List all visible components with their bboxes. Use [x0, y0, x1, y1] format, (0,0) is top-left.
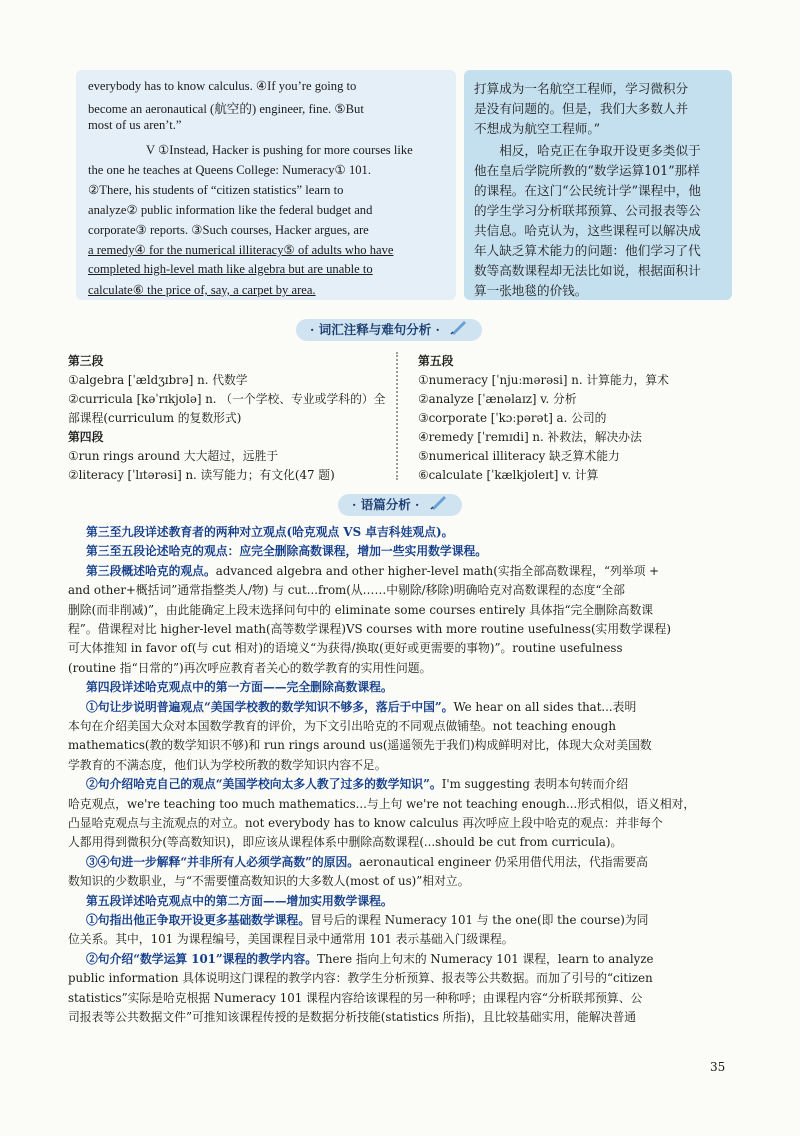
analysis-line: (routine 指“日常的”)再次呼应教育者关心的数学教育的实用性问题。 — [68, 660, 432, 675]
vocab-item: ③corporate [ˈkɔːpərət] a. 公司的 — [418, 411, 607, 425]
page-number: 35 — [710, 1060, 726, 1074]
analysis-line: ②句介绍“数学运算 101”课程的教学内容。There 指向上句末的 Numeracy 101 课程，learn to analyze — [86, 951, 654, 966]
chinese-translation-box — [464, 70, 732, 300]
analysis-lead: ①句让步说明普遍观点“美国学校教的数学知识不够多，落后于中国”。 — [86, 699, 454, 714]
analysis-line: 可大体推知 in favor of(与 cut 相对)的语境义“为获得/换取(更好或更需要的事物)”。routine usefulness — [68, 641, 623, 656]
analysis-line: 数知识的少数职业，与“不需要懂高数知识的大多数人(most of us)”相对立。 — [68, 874, 470, 889]
analysis-line: 程”。借课程对比 higher-level math(高等数学课程)VS courses with more routine usefulness(实用数学课程) — [68, 622, 671, 636]
analysis-line: 第三段概述哈克的观点。advanced algebra and other higher-level math(实指全部高数课程，“列举项 + — [86, 563, 660, 578]
analysis-line: 学教育的不满态度，他们认为学校所教的数学知识内容不足。 — [68, 757, 387, 772]
analysis-line: 第三至九段详述教育者的两种对立观点(哈克观点 VS 卓吉科娃观点)。 — [86, 525, 454, 539]
vocab-heading: 第三段 — [68, 354, 104, 368]
analysis-line: ①句指出他正争取开设更多基础数学课程。冒号后的课程 Numeracy 101 与 the one(即 the course)为同 — [86, 913, 649, 927]
passage-line: analyze② public information like the federal budget and — [88, 203, 373, 217]
passage-line: corporate③ reports. ③Such courses, Hacker argues, are — [88, 223, 369, 237]
vocab-item: ⑥calculate [ˈkælkjʊleɪt] v. 计算 — [418, 468, 599, 482]
vocab-item: ②literacy [ˈlɪtərəsi] n. 读写能力；有文化(47 题) — [68, 468, 335, 482]
analysis-line: 凸显哈克观点与主流观点的对立。not everybody has to know calculus 再次呼应上段中哈克的观点：并非每个 — [68, 816, 663, 830]
passage-line: calculate⑥ the price of, say, a carpet by area. — [88, 283, 316, 297]
translation-line: 共信息。哈克认为，这些课程可以解决成 — [474, 223, 701, 238]
vocab-title-text: · 词汇注释与难句分析 · — [310, 322, 440, 337]
analysis-lead: 第三段概述哈克的观点。 — [86, 563, 216, 578]
translation-line: 的课程。在这门“公民统计学”课程中，他 — [474, 183, 701, 198]
analysis-lead: ②句介绍“数学运算 101”课程的教学内容。 — [86, 951, 318, 966]
passage-line: completed high-level math like algebra but are unable to — [88, 262, 373, 276]
passage-line: become an aeronautical (航空的) engineer, fine. ⑤But — [88, 102, 364, 116]
analysis-lead: ②句介绍哈克自己的观点“美国学校向太多人教了过多的数学知识”。 — [86, 777, 442, 792]
analysis-line: ②句介绍哈克自己的观点“美国学校向太多人教了过多的数学知识”。I'm suggesting 表明本句转而介绍 — [86, 777, 629, 792]
analysis-line: 司报表等公共数据文件”可推知该课程传授的是数据分析技能(statistics 所指)，且比较基础实用，能解决普通 — [68, 1010, 637, 1024]
translation-line: 相反，哈克正在争取开设更多类似于 — [474, 143, 701, 158]
passage-line: a remedy④ for the numerical illiteracy⑤ of adults who have — [88, 243, 394, 257]
passage-line: everybody has to know calculus. ④If you’re going to — [88, 79, 357, 93]
analysis-line: 删除(而非削减)”，由此能确定上段末选择问句中的 eliminate some courses entirely 具体指“完全删除高数课 — [68, 602, 654, 617]
translation-line: 不想成为航空工程师。” — [474, 121, 601, 136]
passage-line: V ①Instead, Hacker is pushing for more courses like — [146, 143, 413, 157]
english-passage-box — [76, 70, 456, 300]
translation-line: 年人缺乏算术能力的问题：他们学习了代 — [474, 243, 701, 258]
vocab-item: ⑤numerical illiteracy 缺乏算术能力 — [418, 449, 620, 463]
passage-line: most of us aren’t.” — [88, 118, 182, 132]
translation-line: 他在皇后学院所教的“数学运算101”那样 — [474, 163, 700, 178]
analysis-line: 第三至五段论述哈克的观点：应完全删除高数课程，增加一些实用数学课程。 — [86, 544, 488, 559]
analysis-line: mathematics(教的数学知识不够)和 run rings around us(遥遥领先于我们)构成鲜明对比，体现大众对美国数 — [68, 738, 652, 753]
analysis-line: and other+概括词”通常指整类人/物) 与 cut...from(从……中剔除/移除)明确哈克对高数课程的态度“全部 — [68, 583, 625, 598]
vocab-item: ①numeracy [ˈnjuːmərəsi] n. 计算能力，算术 — [418, 373, 669, 387]
analysis-title-text: · 语篇分析 · — [352, 497, 420, 512]
analysis-section-title — [338, 494, 462, 516]
analysis-line: statistics”实际是哈克根据 Numeracy 101 课程内容给该课程的另一种称呼；由课程内容“分析联邦预算、公 — [68, 990, 643, 1005]
analysis-line: ①句让步说明普遍观点“美国学校教的数学知识不够多，落后于中国”。We hear on all sides that...表明 — [86, 699, 637, 714]
analysis-line: public information 具体说明这门课程的教学内容：教学生分析预算、报表等公共数据。而加了引号的“citizen — [68, 971, 653, 986]
analysis-line: 人都用得到微积分(等高数知识)，即应该从课程体系中删除高数课程(...should be cut from curricula)。 — [68, 835, 623, 850]
pen-icon — [450, 319, 468, 342]
vocab-item: 部课程(curriculum 的复数形式) — [68, 411, 242, 425]
vocab-item: ①run rings around 大大超过，远胜于 — [68, 449, 279, 463]
analysis-line: ③④句进一步解释“并非所有人必须学高数”的原因。aeronautical engineer 仍采用借代用法，代指需要高 — [86, 854, 648, 869]
vocab-item: ①algebra [ˈældʒɪbrə] n. 代数学 — [68, 373, 248, 387]
analysis-line: 第四段详述哈克观点中的第一方面——完全删除高数课程。 — [86, 680, 393, 695]
vocab-heading: 第五段 — [418, 354, 454, 368]
translation-line: 打算成为一名航空工程师，学习微积分 — [474, 81, 689, 96]
analysis-lead: ③④句进一步解释“并非所有人必须学高数”的原因。 — [86, 854, 360, 869]
passage-line: the one he teaches at Queens College: Numeracy① 101. — [88, 163, 372, 177]
vocab-item: ④remedy [ˈremɪdi] n. 补救法，解决办法 — [418, 430, 642, 444]
analysis-line: 第五段详述哈克观点中的第二方面——增加实用数学课程。 — [86, 893, 393, 908]
vocab-item: ②analyze [ˈænəlaɪz] v. 分析 — [418, 392, 577, 406]
column-separator — [396, 352, 404, 480]
analysis-line: 本句在介绍美国大众对本国数学教育的评价，为下文引出哈克的不同观点做铺垫。not teaching enough — [68, 719, 616, 733]
translation-line: 算一张地毯的价钱。 — [474, 283, 588, 298]
analysis-line: 位关系。其中，101 为课程编号，美国课程目录中通常用 101 表示基础入门级课程。 — [68, 932, 514, 947]
translation-line: 的学生学习分析联邦预算、公司报表等公 — [474, 203, 701, 218]
pen-icon — [430, 494, 448, 517]
vocab-heading: 第四段 — [68, 430, 104, 444]
vocab-item: ②curricula [kəˈrɪkjʊlə] n. （一个学校、专业或学科的）全 — [68, 392, 386, 406]
vocab-section-title — [296, 319, 482, 341]
passage-line: ②There, his students of “citizen statistics” learn to — [88, 183, 344, 197]
analysis-lead: ①句指出他正争取开设更多基础数学课程。 — [86, 913, 311, 927]
analysis-line: 哈克观点，we're teaching too much mathematics...与上句 we're not teaching enough...形式相似，语义相对， — [68, 796, 696, 811]
translation-line: 是没有问题的。但是，我们大多数人并 — [474, 101, 689, 116]
translation-line: 数等高数课程却无法比如说，根据面积计 — [474, 263, 701, 278]
